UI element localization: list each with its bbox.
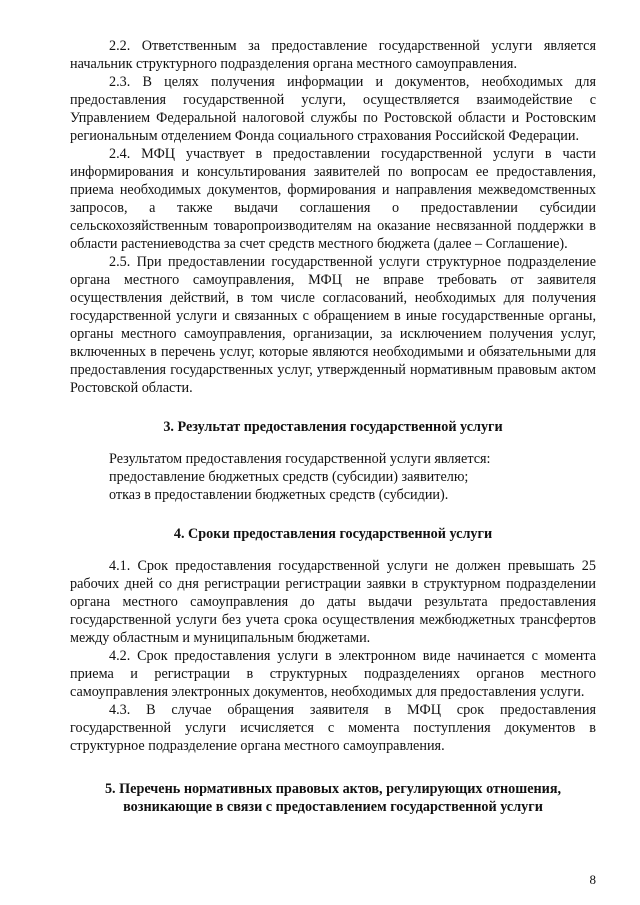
section-5-heading-line-2: возникающие в связи с предоставлением государственной услуги (123, 799, 543, 815)
paragraph-2-2: 2.2. Ответственным за предоставление государственной услуги является начальник структурного подразделения органа местного самоуправления. (70, 38, 596, 72)
document-page (70, 37, 596, 816)
section-5-heading (70, 780, 596, 816)
paragraph-2-3: 2.3. В целях получения информации и документов, необходимых для предоставления государственной услуги, осуществляется взаимодействие с Управлением Федеральной налоговой службы по Ростовской области и Ростовским региональным отделением Фонда социального страхования Российской Федерации. (70, 74, 596, 144)
paragraph-2-5: 2.5. При предоставлении государственной услуги структурное подразделение органа местного самоуправления, МФЦ не вправе требовать от заявителя осуществления действий, в том числе согласований, необходимых для получения государственной услуги и связанных с обращением в иные государственные органы, органы местного самоуправления, организации, за исключением получения услуг, включенных в перечень услуг, которые являются необходимыми и обязательными для предоставления государственных услуг, утвержденный нормативным правовым актом Ростовской области. (70, 254, 596, 396)
paragraph-2-4: 2.4. МФЦ участвует в предоставлении государственной услуги в части информирования и консультирования заявителей по вопросам ее предоставления, приема необходимых документов, формирования и направления межведомственных запросов, а также выдачи соглашения о предоставлении субсидии сельскохозяйственным товаропроизводителям на оказание несвязанной поддержки в области растениеводства за счет средств местного бюджета (далее – Соглашение). (70, 146, 596, 252)
section-3-line-2: предоставление бюджетных средств (субсидии) заявителю; (109, 469, 469, 485)
section-3-line-3: отказ в предоставлении бюджетных средств (субсидии). (109, 487, 449, 503)
section-5-heading-line-1: 5. Перечень нормативных правовых актов, регулирующих отношения, (104, 781, 562, 797)
section-4-heading: 4. Сроки предоставления государственной услуги (173, 526, 493, 542)
section-3-heading: 3. Результат предоставления государственной услуги (163, 419, 503, 435)
paragraph-4-1: 4.1. Срок предоставления государственной услуги не должен превышать 25 рабочих дней со дня регистрации регистрации заявки в структурном подразделении органа местного самоуправления до даты выдачи результата предоставления государственной услуги без учета срока осуществления межбюджетных трансфертов между областным и муниципальным бюджетами. (70, 558, 596, 646)
paragraph-4-3: 4.3. В случае обращения заявителя в МФЦ срок предоставления государственной услуги исчисляется с момента поступления документов в структурное подразделение органа местного самоуправления. (70, 702, 596, 754)
page-number: 8 (589, 872, 596, 887)
section-3-line-1: Результатом предоставления государственной услуги является: (109, 451, 491, 467)
paragraph-4-2: 4.2. Срок предоставления услуги в электронном виде начинается с момента приема и регистрации в структурных подразделениях органов местного самоуправления электронных документов, необходимых для предоставления услуги. (70, 648, 596, 700)
